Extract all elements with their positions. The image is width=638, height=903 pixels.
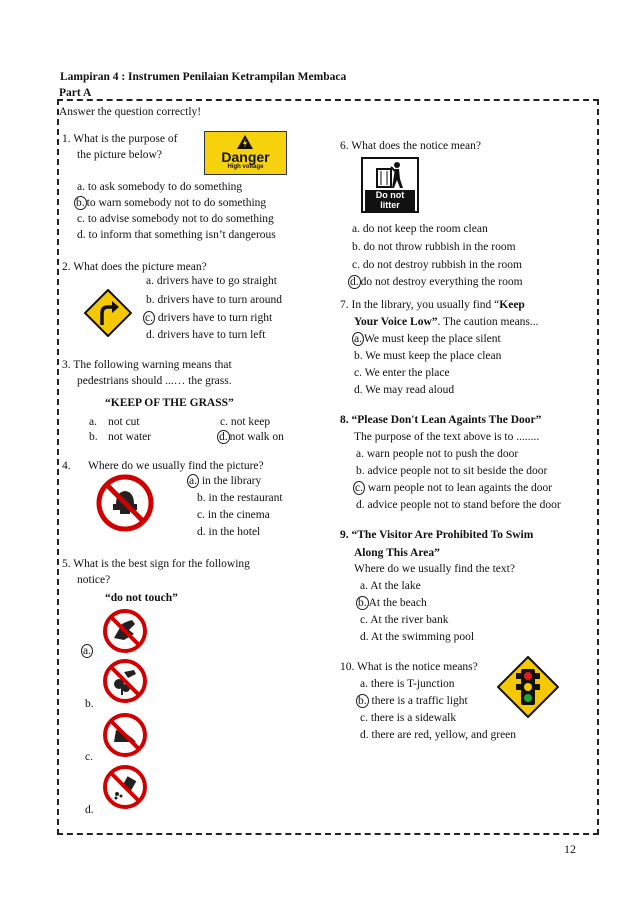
q3-option-b-letter: b.: [89, 431, 98, 443]
q8-option-b: b. advice people not to sit beside the door: [356, 465, 548, 477]
q9-option-a: a. At the lake: [360, 580, 421, 592]
sign-line-1: Do not: [375, 190, 405, 200]
q2-option-c-text: drivers have to turn right: [157, 312, 273, 324]
q10-answer-circle: b.: [358, 695, 367, 707]
q10-option-c: c. there is a sidewalk: [360, 712, 457, 724]
turn-right-sign-icon: [84, 289, 132, 337]
q4-option-c: c. in the cinema: [197, 509, 270, 521]
sign-line-2: litter: [380, 200, 400, 210]
trash-bin-icon: [375, 161, 405, 189]
q9-option-d: d. At the swimming pool: [360, 631, 475, 643]
q3-option-d-text: not walk on: [229, 431, 284, 443]
q3-quote: “KEEP OF THE GRASS”: [105, 397, 234, 409]
no-shoes-sign-icon: [102, 712, 148, 758]
q6-answer-circle: d.: [350, 276, 359, 288]
q4-stem: Where do we usually find the picture?: [88, 460, 264, 472]
q9-answer-circle: b.: [358, 597, 367, 609]
q8-option-c-text: warn people not to lean againts the door: [367, 482, 553, 494]
q8-option-a: a. warn people not to push the door: [356, 448, 519, 460]
q1-stem-line2: the picture below?: [77, 149, 162, 161]
q6-stem: 6. What does the notice mean?: [340, 140, 481, 152]
q9-option-c: c. At the river bank: [360, 614, 449, 626]
q5-quote: “do not touch”: [105, 592, 178, 604]
q5-option-d: d.: [85, 804, 94, 816]
q4-option-b: b. in the restaurant: [197, 492, 283, 504]
q6-option-d: [348, 275, 523, 289]
q2-answer-circle: c.: [145, 312, 153, 324]
q5-option-a: [81, 644, 93, 658]
q10-option-a: a. there is T-junction: [360, 678, 455, 690]
q4-answer-circle: a.: [189, 475, 197, 487]
q3-option-b-text: not water: [108, 431, 152, 443]
do-not-litter-sign-label: [365, 190, 415, 211]
q7-option-a: [352, 332, 501, 346]
do-not-litter-sign-image: [361, 157, 419, 213]
q3-option-d: [217, 430, 284, 444]
q5-answer-circle: a.: [83, 645, 91, 657]
q8-option-c: [353, 481, 552, 495]
q4-option-a: [187, 474, 261, 488]
q7-option-b: b. We must keep the place clean: [354, 350, 502, 362]
q7-stem-line1: [340, 298, 525, 312]
q8-stem-line2: The purpose of the text above is to ........: [354, 431, 540, 443]
no-spray-sign-icon: [102, 764, 148, 810]
q7-quote-start: Keep: [499, 299, 525, 311]
q1-stem-line1: 1. What is the purpose of: [62, 133, 178, 145]
q9-stem-line2: Along This Area”: [354, 547, 440, 559]
q6-option-d-text: do not destroy everything the room: [360, 276, 523, 288]
q1-option-d: d. to inform that something isn’t dangerous: [77, 229, 276, 241]
no-flower-picking-sign-icon: [102, 658, 148, 704]
q2-option-b: b. drivers have to turn around: [146, 294, 283, 306]
q7-option-d: d. We may read aloud: [354, 384, 455, 396]
q4-option-a-text: in the library: [201, 475, 262, 487]
q7-option-a-text: We must keep the place silent: [363, 333, 501, 345]
q9-stem-line3: Where do we usually find the text?: [354, 563, 515, 575]
q8-option-d: d. advice people not to stand before the door: [356, 499, 561, 511]
danger-sign-title: Danger: [221, 149, 270, 165]
q7-answer-circle: a.: [354, 333, 362, 345]
danger-sign-image: [204, 131, 287, 175]
q1-option-c: c. to advise somebody not to do something: [77, 213, 274, 225]
q5-stem-line2: notice?: [77, 574, 111, 586]
q1-option-a: a. to ask somebody to do something: [77, 181, 243, 193]
q9-stem-line1: 9. “The Visitor Are Prohibited To Swim: [340, 529, 534, 541]
q3-option-a-letter: a.: [89, 416, 97, 428]
q1-option-b-text: to warn somebody not to do something: [86, 197, 267, 209]
page-number: 12: [564, 842, 576, 856]
q9-option-b-text: At the beach: [368, 597, 427, 609]
q2-option-c: [143, 311, 272, 325]
q4-number: 4.: [62, 460, 71, 472]
q7-option-c: c. We enter the place: [354, 367, 450, 379]
part-label: Part A: [59, 87, 92, 99]
q3-answer-circle: d.: [219, 431, 228, 443]
q9-option-b: [356, 596, 427, 610]
q8-stem-line1: 8. “Please Don't Lean Againts The Door”: [340, 414, 542, 426]
q1-option-b: [74, 196, 266, 210]
q3-option-c: c. not keep: [220, 416, 271, 428]
q6-option-c: c. do not destroy rubbish in the room: [352, 259, 522, 271]
q3-option-a-text: not cut: [108, 416, 140, 428]
instruction: Answer the question correctly!: [59, 106, 202, 118]
danger-sign-subtitle: High voltage: [227, 164, 264, 170]
q4-option-d: d. in the hotel: [197, 526, 261, 538]
q5-option-c: c.: [85, 751, 93, 763]
q7-stem-text-2: . The caution means...: [437, 316, 539, 328]
q2-option-d: d. drivers have to turn left: [146, 329, 266, 341]
q6-option-a: a. do not keep the room clean: [352, 223, 488, 235]
q1-answer-circle: b.: [76, 197, 85, 209]
q3-stem-line2: pedestrians should ...… the grass.: [77, 375, 232, 387]
q7-stem-text: 7. In the library, you usually find “: [340, 299, 500, 311]
q5-option-b: b.: [85, 698, 94, 710]
no-touch-hand-sign-icon: [102, 608, 148, 654]
no-eating-sign-icon: [96, 474, 154, 532]
q10-stem: 10. What is the notice means?: [340, 661, 478, 673]
q10-option-d: d. there are red, yellow, and green: [360, 729, 517, 741]
document-title: Lampiran 4 : Instrumen Penilaian Ketrampilan Membaca: [60, 71, 347, 83]
q2-stem: 2. What does the picture mean?: [62, 261, 207, 273]
traffic-light-sign-icon: [497, 656, 559, 718]
q10-option-b: [356, 694, 468, 708]
lightning-icon: [236, 134, 254, 150]
q8-answer-circle: c.: [355, 482, 363, 494]
q7-quote-end: Your Voice Low”: [354, 316, 438, 328]
q6-option-b: b. do not throw rubbish in the room: [352, 241, 516, 253]
q10-option-b-text: there is a traffic light: [371, 695, 468, 707]
q7-stem-line2: [354, 315, 539, 329]
q5-stem-line1: 5. What is the best sign for the following: [62, 558, 250, 570]
q2-option-a: a. drivers have to go straight: [146, 275, 277, 287]
q3-stem-line1: 3. The following warning means that: [62, 359, 232, 371]
